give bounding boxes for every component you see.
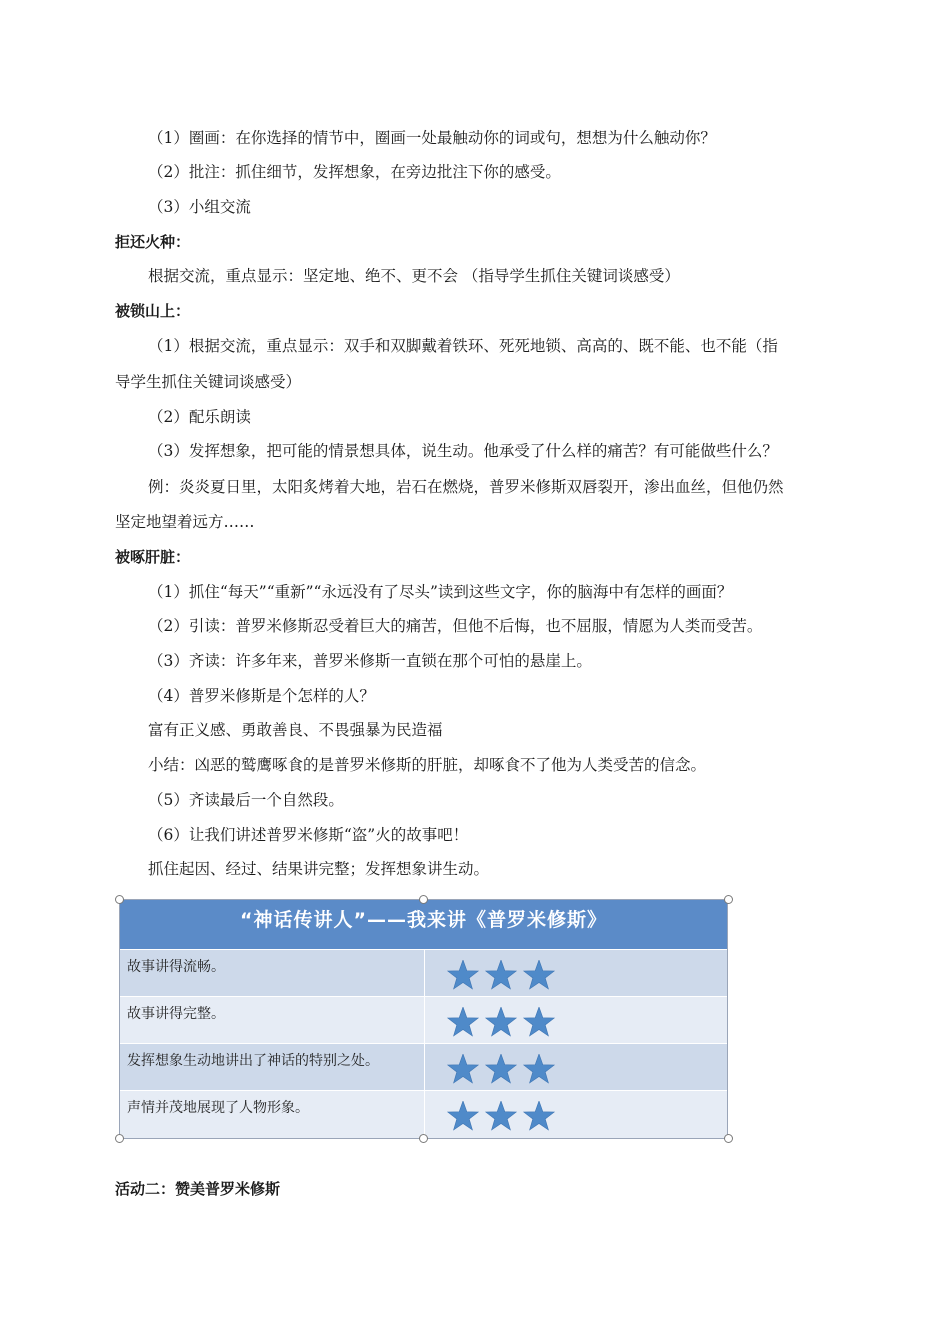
star-icon [448,960,478,989]
resize-handle-top-left[interactable] [115,895,124,904]
section-heading-locked-on-mountain: 被锁山上： [115,302,191,320]
rubric-row [120,996,727,1043]
text-line-summary: 小结：凶恶的鹫鹰啄食的是普罗米修斯的肝脏，却啄食不了他为人类受苦的信念。 [148,756,707,774]
text-line-character-traits: 富有正义感、勇敢善良、不畏强暴为民造福 [148,721,443,739]
text-line-circle-mark: （1）圈画：在你选择的情节中，圈画一处最触动你的词或句，想想为什么触动你？ [148,129,716,147]
rubric-row [120,1090,727,1138]
text-line-example-cont: 坚定地望着远方…… [115,513,255,531]
section-heading-refuse-fire: 拒还火种： [115,233,191,251]
text-line-grasp-words: （1）抓住“每天”“重新”“永远没有了尽头”读到这些文字，你的脑海中有怎样的画面？ [148,583,733,601]
rubric-row [120,1043,727,1090]
text-line-annotate: （2）批注：抓住细节，发挥想象，在旁边批注下你的感受。 [148,163,561,181]
star-rating [446,1007,560,1039]
resize-handle-bottom-left[interactable] [115,1134,124,1143]
resize-handle-bottom-right[interactable] [724,1134,733,1143]
rubric-title: “神话传讲人”——我来讲《普罗米修斯》 [120,900,727,949]
star-icon [524,1101,554,1130]
star-rating-svg [446,960,560,992]
star-icon [524,1054,554,1083]
text-line-read-last-paragraph: （5）齐读最后一个自然段。 [148,791,344,809]
text-line-locked-keywords: （1）根据交流，重点显示：双手和双脚戴着铁环、死死地锁、高高的、既不能、也不能（指 [148,337,778,355]
star-rating [446,1101,560,1133]
star-icon [448,1054,478,1083]
rubric-criterion: 故事讲得流畅。 [127,959,225,975]
text-line-example: 例：炎炎夏日里，太阳炙烤着大地，岩石在燃烧，普罗米修斯双唇裂开，渗出血丝，但他仍然 [148,478,784,496]
resize-handle-top-right[interactable] [724,895,733,904]
star-rating [446,1054,560,1086]
star-rating-svg [446,1054,560,1086]
text-line-guided-reading: （2）引读：普罗米修斯忍受着巨大的痛苦，但他不后悔，也不屈服，情愿为人类而受苦。 [148,617,763,635]
star-icon [524,960,554,989]
star-rating-svg [446,1007,560,1039]
text-line-tell-story: （6）让我们讲述普罗米修斯“盗”火的故事吧！ [148,826,469,844]
rubric-column-divider [424,1044,425,1090]
star-icon [486,1007,516,1036]
star-icon [486,1101,516,1130]
rubric-criterion: 故事讲得完整。 [127,1006,225,1022]
rubric-criterion: 发挥想象生动地讲出了神话的特别之处。 [127,1053,379,1069]
rubric-column-divider [424,950,425,996]
rubric-column-divider [424,1091,425,1138]
section-heading-activity-two: 活动二：赞美普罗米修斯 [115,1180,281,1198]
text-line-refuse-fire-keywords: 根据交流，重点显示：坚定地、绝不、更不会 （指导学生抓住关键词谈感受） [148,267,680,285]
text-line-imagine-scene: （3）发挥想象，把可能的情景想具体，说生动。他承受了什么样的痛苦？有可能做些什么？ [148,442,778,460]
text-line-group-discuss: （3）小组交流 [148,198,251,216]
star-rating [446,960,560,992]
resize-handle-bottom-middle[interactable] [419,1134,428,1143]
rubric-criterion: 声情并茂地展现了人物形象。 [127,1100,309,1116]
rubric-row [120,949,727,996]
text-line-story-tips: 抓住起因、经过、结果讲完整；发挥想象讲生动。 [148,860,490,878]
star-icon [524,1007,554,1036]
star-icon [486,1054,516,1083]
text-line-music-reading: （2）配乐朗读 [148,408,251,426]
text-line-what-person: （4）普罗米修斯是个怎样的人？ [148,687,375,705]
text-line-locked-keywords-cont: 导学生抓住关键词谈感受） [115,373,302,391]
star-icon [486,960,516,989]
star-rating-svg [446,1101,560,1133]
section-heading-liver-pecked: 被啄肝脏： [115,548,191,566]
star-icon [448,1101,478,1130]
text-line-choral-reading: （3）齐读：许多年来，普罗米修斯一直锁在那个可怕的悬崖上。 [148,652,592,670]
rubric-table-image[interactable] [119,899,728,1139]
resize-handle-top-middle[interactable] [419,895,428,904]
star-icon [448,1007,478,1036]
rubric-column-divider [424,997,425,1043]
